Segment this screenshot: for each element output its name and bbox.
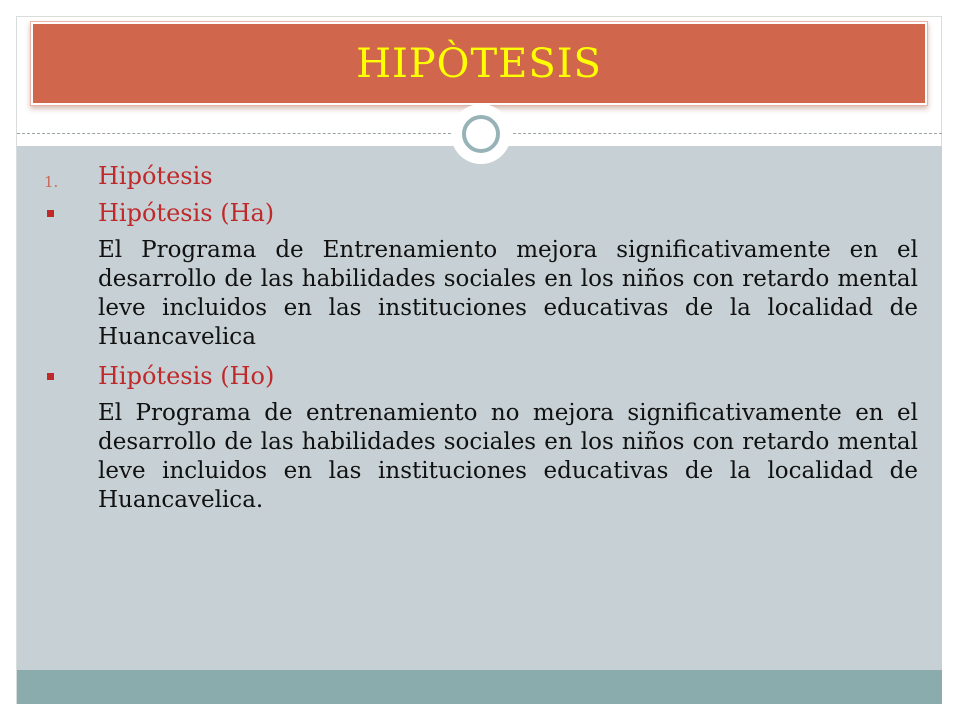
- list-item-hipotesis: [44, 162, 918, 191]
- list-number: 1.: [44, 173, 59, 191]
- title-bar: [33, 24, 925, 103]
- slide-body: [44, 162, 918, 525]
- bottom-band: [17, 670, 942, 704]
- paragraph-ha: El Programa de Entrenamiento mejora significativamente en el desarrollo de las habilidades sociales en los niños con retardo mental leve incluidos en las instituciones educativas de la localidad de Huancavelica: [98, 237, 918, 350]
- square-bullet-icon: [47, 210, 54, 217]
- list-item-label: Hipótesis (Ho): [98, 362, 275, 390]
- square-bullet-icon: [47, 373, 54, 380]
- slide-title: HIPÒTESIS: [356, 40, 602, 87]
- list-item-hipotesis-ha: [44, 199, 918, 228]
- list-item-label: Hipótesis (Ha): [98, 199, 275, 227]
- paragraph-ho: El Programa de entrenamiento no mejora significativamente en el desarrollo de las habilidades sociales en los niños con retardo mental leve incluidos en las instituciones educativas de la localidad de Huancavelica.: [98, 400, 918, 513]
- ornament-ring-icon: [462, 115, 500, 153]
- list-item-hipotesis-ho: [44, 362, 918, 391]
- list-item-label: Hipótesis: [98, 162, 213, 190]
